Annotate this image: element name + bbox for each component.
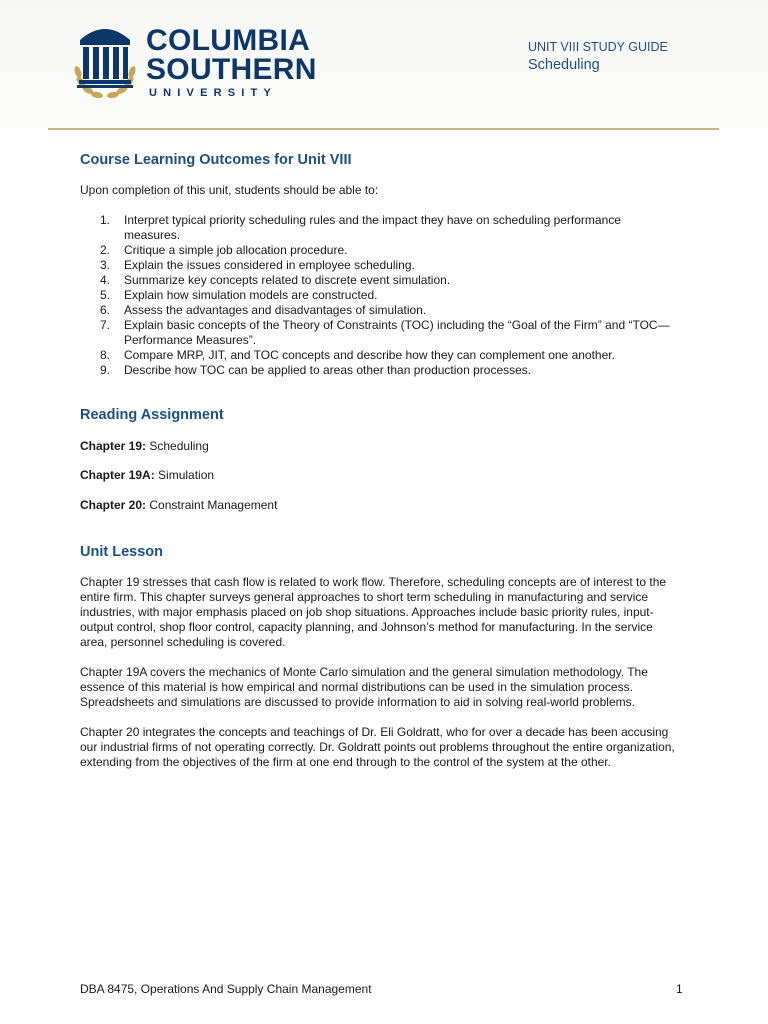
outcomes-list (80, 213, 680, 378)
lesson-heading: Unit Lesson (80, 544, 163, 560)
outcomes-heading: Course Learning Outcomes for Unit VIII (80, 152, 352, 168)
logo-line-columbia: COLUMBIA (146, 24, 311, 57)
list-item: 5. Explain how simulation models are constructed. (100, 288, 378, 302)
lesson-paragraph: Chapter 20 integrates the concepts and teachings of Dr. Eli Goldratt, who for over a decade has been accusing our industrial firms of not operating correctly. Dr. Goldratt points out problems throughout the entire organization, extending from the objectives of the firm at one end through to the control of the system at the other. (80, 725, 675, 769)
outcomes-intro: Upon completion of this unit, students should be able to: (80, 183, 379, 197)
list-item: 9. Describe how TOC can be applied to areas other than production processes. (100, 363, 532, 377)
logo-wordmark (146, 26, 317, 99)
reading-chapter: Chapter 19: Scheduling (80, 439, 209, 453)
footer-course: DBA 8475, Operations And Supply Chain Management (80, 982, 372, 996)
list-item: 2. Critique a simple job allocation procedure. (100, 243, 348, 257)
study-guide-label: UNIT VIII STUDY GUIDE (528, 40, 668, 54)
list-item: 6. Assess the advantages and disadvantages of simulation. (100, 303, 427, 317)
list-item: 1. Interpret typical priority scheduling rules and the impact they have on scheduling performance measures. (100, 213, 621, 242)
list-item: 4. Summarize key concepts related to discrete event simulation. (100, 273, 451, 287)
lesson-paragraph: Chapter 19A covers the mechanics of Monte Carlo simulation and the general simulation methodology. The essence of this material is how empirical and normal distributions can be used in the simulation process. Spreadsheets and simulations are discussed to provide information to aid in solving real-world problems. (80, 665, 648, 709)
list-item: 3. Explain the issues considered in employee scheduling. (100, 258, 415, 272)
page-header (0, 0, 768, 128)
logo-line-southern: SOUTHERN (146, 53, 317, 86)
header-divider (48, 128, 719, 130)
study-guide-title: Scheduling (528, 57, 600, 73)
list-item: 7. Explain basic concepts of the Theory of Constraints (TOC) including the “Goal of the Firm” and “TOC—Performance Measures”. (100, 318, 670, 347)
reading-heading: Reading Assignment (80, 407, 224, 423)
footer-page-number: 1 (676, 982, 683, 996)
reading-chapter: Chapter 20: Constraint Management (80, 498, 278, 512)
lesson-paragraph: Chapter 19 stresses that cash flow is related to work flow. Therefore, scheduling concepts are of interest to the entire firm. This chapter surveys general approaches to short term scheduling in manufacturing and service industries, with major emphasis placed on job shop situations. Approaches include basic priority rules, input-output control, shop floor control, capacity planning, and Johnson’s method for manufacturing. In the service area, personnel scheduling is covered. (80, 575, 667, 649)
list-item: 8. Compare MRP, JIT, and TOC concepts and describe how they can complement one another. (100, 348, 615, 362)
columns-emblem-icon (72, 20, 138, 102)
logo-line-university: UNIVERSITY (149, 87, 278, 99)
university-logo (72, 20, 322, 102)
reading-chapter: Chapter 19A: Simulation (80, 468, 215, 482)
